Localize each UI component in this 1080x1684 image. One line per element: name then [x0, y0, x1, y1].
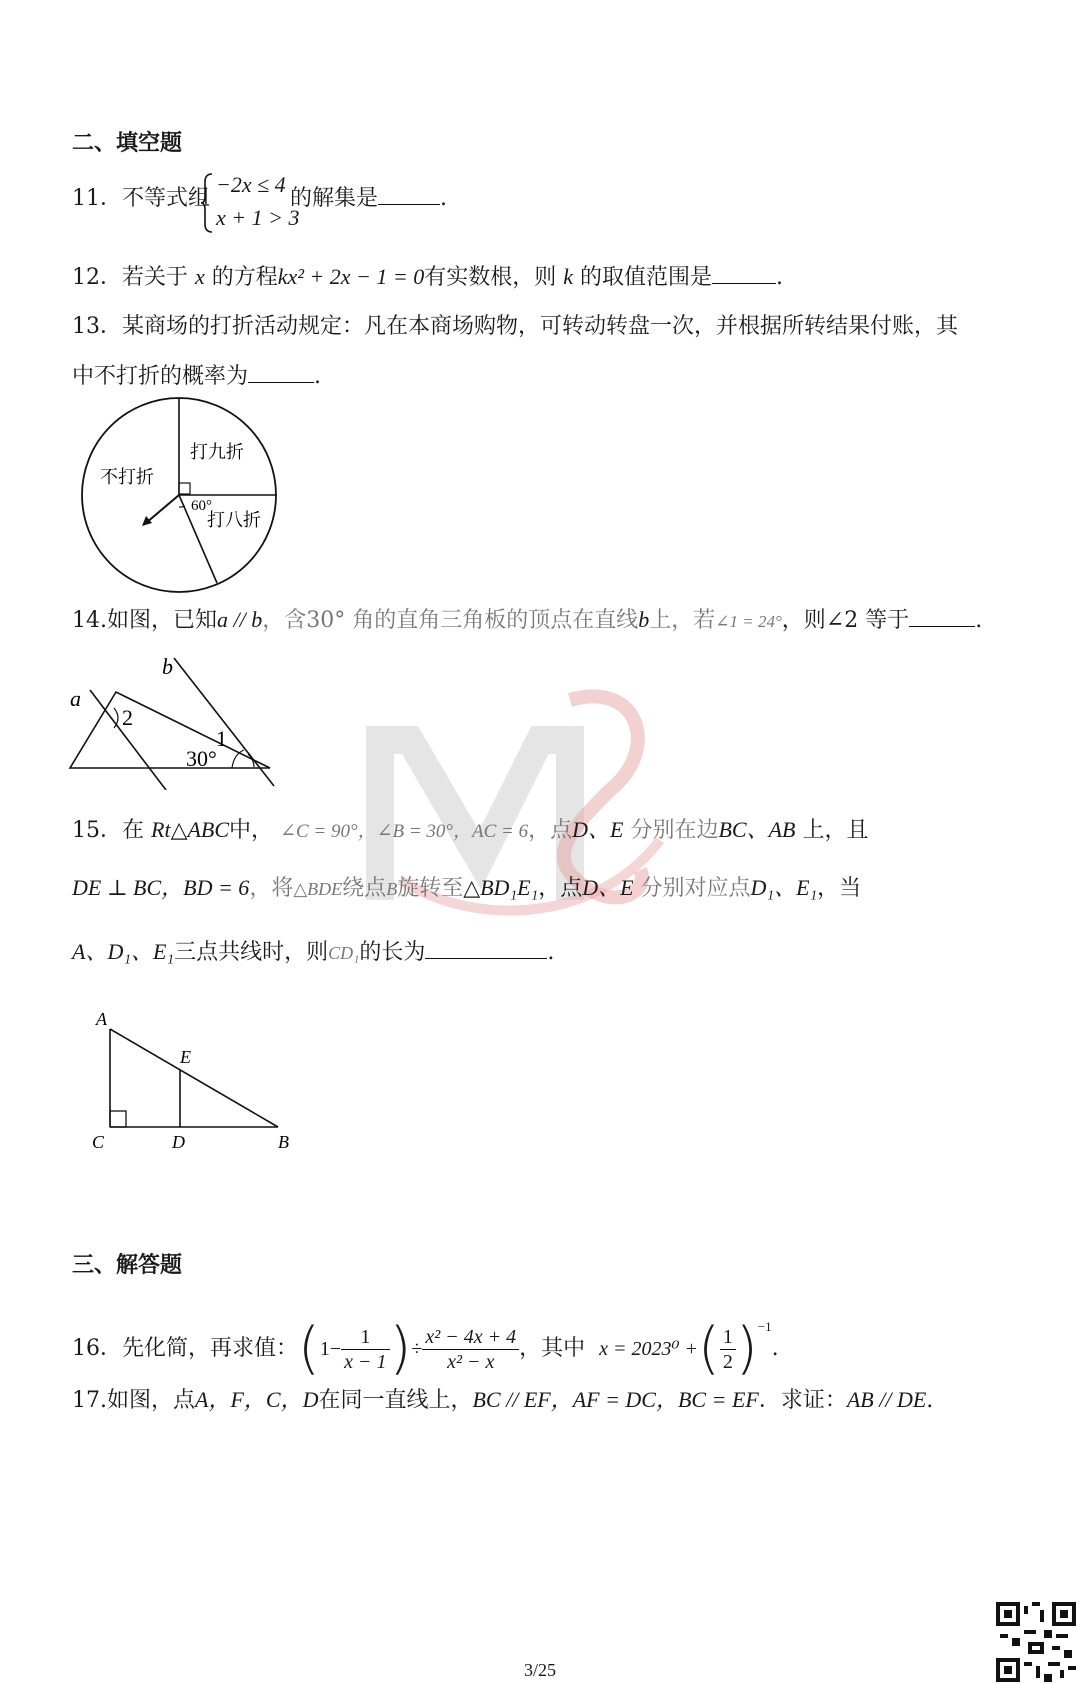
parallel-lines-triangle-figure: [62, 650, 292, 790]
question-13-line-2: 中不打折的概率为 .: [72, 364, 322, 389]
label-point-a: A: [96, 1009, 107, 1029]
question-15-line-1: 15．在 Rt△ABC中， ∠C = 90°，∠B = 30°，AC = 6，点D、E 分别在边BC、AB 上，且: [72, 817, 869, 843]
label-point-c: C: [92, 1132, 105, 1152]
right-triangle-abc-figure: [86, 1005, 306, 1155]
question-17: 17.如图，点A，F，C，D在同一直线上，BC // EF，AF = DC，BC = EF．求证：AB // DE.: [72, 1387, 934, 1413]
fraction-3: $\frac{1}{2}$: [720, 1325, 736, 1374]
question-11-suffix: 的解集是 .: [290, 186, 448, 211]
label-b: b: [162, 654, 173, 679]
question-15-line-2: DE ⊥ BC，BD = 6，将△BDE绕点B旋转至△BD₁E₁，点D、E 分别对应点D₁、E₁，当: [72, 875, 862, 901]
side-ab: [110, 1029, 278, 1127]
question-11: 11．不等式组: [72, 186, 211, 211]
label-angle-2: 2: [122, 705, 133, 730]
label-point-b: B: [278, 1132, 289, 1152]
section-heading-fill-blank: 二、填空题: [72, 131, 183, 156]
answer-blank-11[interactable]: [378, 184, 440, 205]
label-angle-30: 30°: [186, 746, 217, 771]
arrow-head-icon: [142, 516, 152, 526]
fraction-1: $\frac{1}{x - 1}$: [341, 1325, 389, 1374]
answer-blank-13[interactable]: [248, 362, 314, 383]
inequality-2: x + 1 > 3: [216, 205, 300, 230]
label-angle-1: 1: [216, 726, 227, 751]
right-angle-mark: [110, 1111, 126, 1127]
label-ten-percent-off: 打九折: [190, 442, 244, 462]
section-heading-solve: 三、解答题: [72, 1253, 183, 1278]
label-a: a: [70, 686, 81, 711]
inequality-1: −2x ≤ 4: [216, 172, 286, 197]
question-16: 16．先化简，再求值：(1− $\frac{1}{x - 1}$ )÷ $\frac{\text{x² − 4x + 4}}{\text{x² − x}}$ ，其中 x = 2023⁰ +( $\frac{1}{2}$ )$^{-1}$.: [72, 1316, 779, 1381]
question-14: 14.如图，已知a // b，含30° 角的直角三角板的顶点在直线b上，若∠1 = 24°，则∠2 等于 .: [72, 607, 983, 633]
brace-icon: [200, 172, 214, 234]
spinner-wheel-figure: [72, 395, 292, 605]
pointer-arrow-icon: [146, 495, 179, 523]
answer-blank-15[interactable]: [425, 938, 547, 959]
question-12: 12．若关于 x 的方程kx² + 2x − 1 = 0有实数根，则 k 的取值范围是 .: [72, 264, 784, 290]
question-15-line-3: A、D₁、E₁三点共线时，则CD₁的长为 .: [72, 939, 555, 965]
answer-blank-12[interactable]: [712, 263, 776, 284]
label-twenty-percent-off: 打八折: [207, 510, 261, 530]
question-13-line-1: 13．某商场的打折活动规定：凡在本商场购物，可转动转盘一次，并根据所转结果付账，其: [72, 314, 959, 339]
label-point-e: E: [180, 1047, 191, 1067]
answer-blank-14[interactable]: [909, 606, 975, 627]
fraction-2: $\frac{\text{x² − 4x + 4}}{\text{x² − x}}$: [422, 1325, 519, 1374]
label-point-d: D: [172, 1132, 185, 1152]
label-no-discount: 不打折: [100, 467, 154, 487]
angle-label: 60°: [191, 498, 212, 514]
right-angle-mark: [179, 483, 190, 494]
page-number: 3/25: [523, 1660, 556, 1680]
